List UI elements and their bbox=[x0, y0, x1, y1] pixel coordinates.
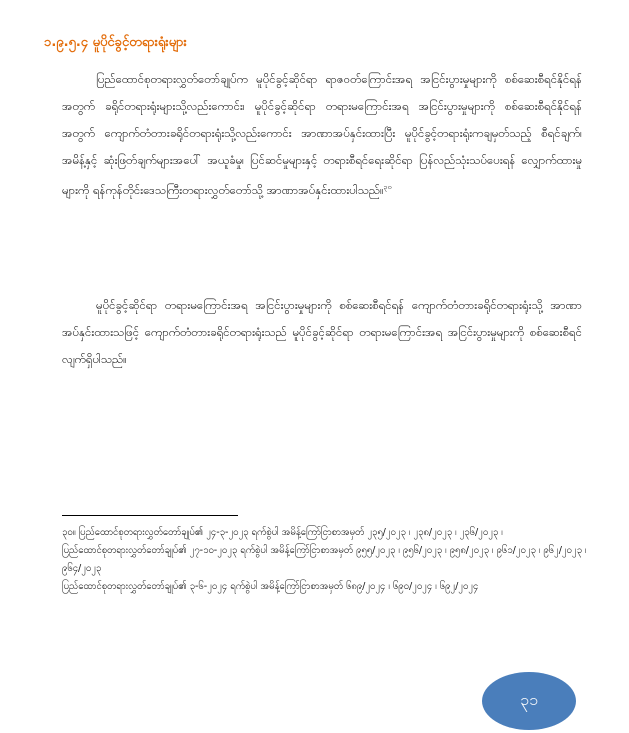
paragraph-1-text: ပြည်ထောင်စုတရားလွှတ်တော်ချုပ်က မူပိုင်ခွင့်ဆိုင်ရာ ရာဇဝတ်ကြောင်းအရ အငြင်းပွားမှုများကို စစ်ဆေးစီရင်နိုင်ရန်အတွက် ခရိုင်တရားရုံးများသို့လည်းကောင်း၊ မူပိုင်ခွင့်ဆိုင်ရာ တရားမကြောင်းအရ အငြင်းပွားမှုများကို စစ်ဆေးစီရင်နိုင်ရန်အတွက် ကျောက်တံတားခရိုင်တရားရုံးသို့လည်းကောင်း အာဏာအပ်နှင်းထားပြီး မူပိုင်ခွင့်တရားရုံးကချမှတ်သည့် စီရင်ချက်၊ အမိန့်နှင့် ဆုံးဖြတ်ချက်များအပေါ် အယူခံမှု၊ ပြင်ဆင်မှုများနှင့် တရားစီရင်ရေးဆိုင်ရာ ပြန်လည်သုံးသပ်ပေးရန် လျှောက်ထားမှုများကို ရန်ကုန်တိုင်းဒေသကြီးတရားလွှတ်တော်သို့ အာဏာအပ်နှင်းထားပါသည်။ bbox=[62, 72, 582, 197]
section-heading: ၁.၉.၅.၄ မူပိုင်ခွင့်တရားရုံးများ bbox=[44, 35, 187, 50]
paragraph-1 bbox=[62, 66, 582, 204]
footnotes bbox=[62, 524, 587, 596]
page-number-badge bbox=[482, 672, 576, 730]
footnote-ref[interactable]: ၃၀ bbox=[383, 183, 392, 191]
footnote-item: ၃၀။ ပြည်ထောင်စုတရားလွှတ်တော်ချုပ်၏ ၂၄-၃-၂၀၂၃ ရက်စွဲပါ အမိန့်ကြော်ငြာစာအမှတ် ၂၃၅/၂၀၂၃ ၊ ၂၃၈/၂၀၂၃ ၊ ၂၃၆/၂၀၂၃ ၊ bbox=[62, 527, 503, 538]
paragraph-2 bbox=[62, 292, 582, 373]
footnote-item: ပြည်ထောင်စုတရားလွှတ်တော်ချုပ်၏ ၂၇-၁၀-၂၀၂၃ ရက်စွဲပါ အမိန့်ကြော်ငြာစာအမှတ် ၉၅၅/၂၀၂၃ ၊ ၉၅၆/၂၀၂၃ ၊ ၉၅၈/၂၀၂၃ ၊ ၉၆၁/၂၀၂၃ ၊ ၉၆၂/၂၀၂၃ ၊ ၉၆၄/၂၀၂၃ bbox=[62, 545, 587, 574]
paragraph-2-text: မူပိုင်ခွင့်ဆိုင်ရာ တရားမကြောင်းအရ အငြင်းပွားမှုများကို စစ်ဆေးစီရင်ရန် ကျောက်တံတားခရိုင်တရားရုံးသို့ အာဏာအပ်နှင်းထားသဖြင့် ကျောက်တံတားခရိုင်တရားရုံးသည် မူပိုင်ခွင့်ဆိုင်ရာ တရားမကြောင်းအရ အငြင်းပွားမှုများကို စစ်ဆေးစီရင်လျက်ရှိပါသည်။ bbox=[62, 298, 582, 366]
footnote-item: ပြည်ထောင်စုတရားလွှတ်တော်ချုပ်၏ ၃-၆-၂၀၂၄ ရက်စွဲပါ အမိန့်ကြော်ငြာစာအမှတ် ၆၈၉/၂၀၂၄ ၊ ၆၉၀/၂၀၂၄ ၊ ၆၉၂/၂၀၂၄ bbox=[62, 581, 479, 592]
footnote-divider bbox=[62, 515, 238, 516]
page-number: ၃၁ bbox=[520, 690, 538, 709]
